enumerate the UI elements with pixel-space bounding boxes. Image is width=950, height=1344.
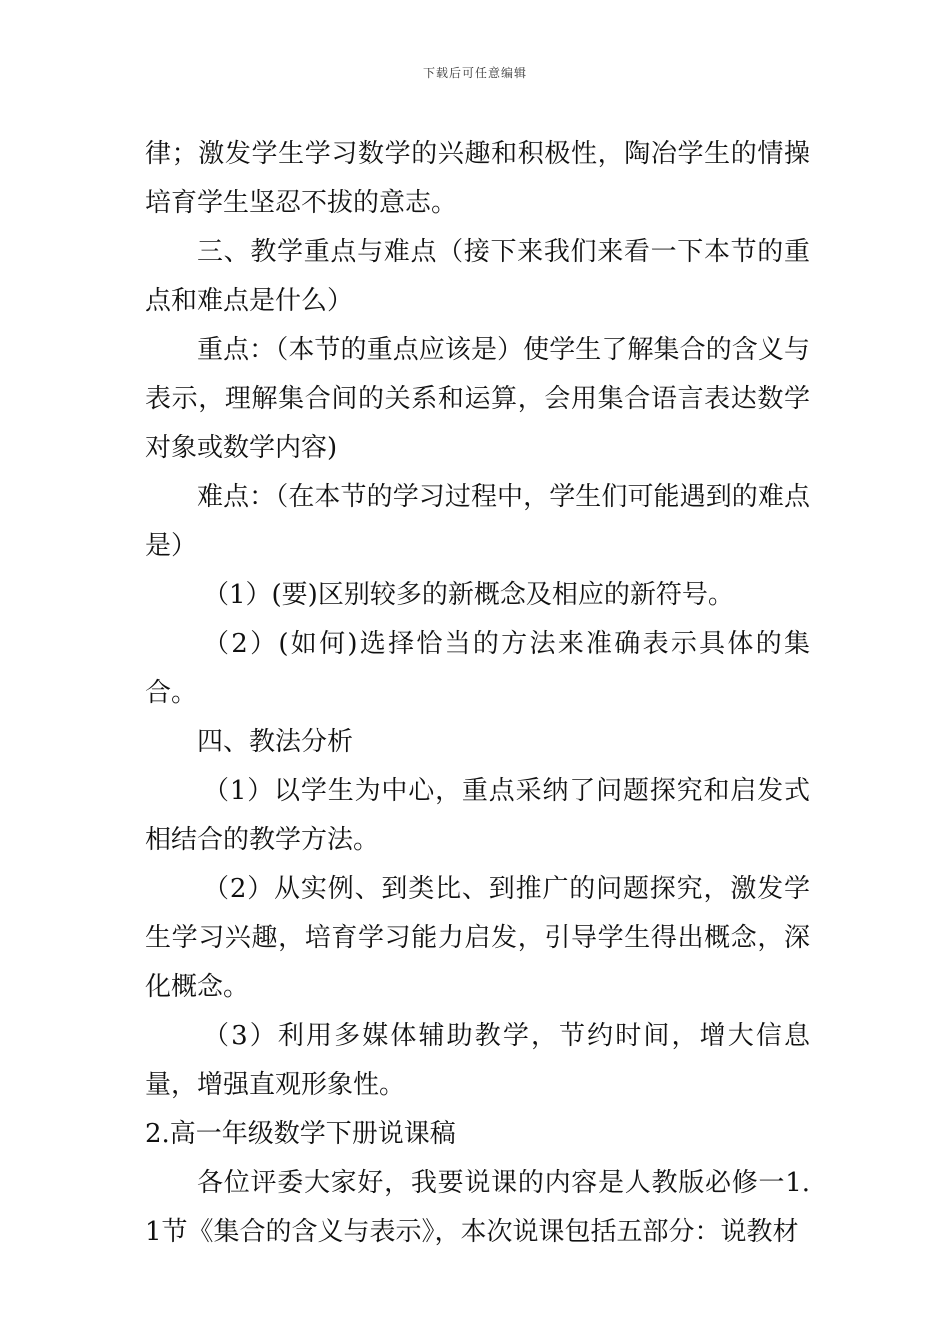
heading-key-points: 三、教学重点与难点（接下来我们来看一下本节的重点和难点是什么） [145, 237, 810, 316]
heading-teaching-method: 四、教法分析 [197, 727, 354, 757]
list-item-method-3: （3）利用多媒体辅助教学，节约时间，增大信息量，增强直观形象性。 [145, 1021, 810, 1100]
paragraph-intro: 各位评委大家好，我要说课的内容是人教版必修一1.1节《集合的含义与表示》，本次说课包括五部分：说教材 [145, 1168, 810, 1247]
list-item-difficulty-2: （2）(如何)选择恰当的方法来准确表示具体的集合。 [145, 629, 810, 708]
paragraph-goals-continued: 律；激发学生学习数学的兴趣和积极性，陶冶学生的情操培育学生坚忍不拔的意志。 [145, 139, 810, 218]
paragraph-key-point: 重点：（本节的重点应该是）使学生了解集合的含义与表示，理解集合间的关系和运算，会用集合语言表达数学对象或数学内容) [145, 335, 810, 463]
paragraph-difficult-point: 难点：（在本节的学习过程中，学生们可能遇到的难点是） [145, 482, 810, 561]
section-title-2: 2.高一年级数学下册说课稿 [145, 1119, 456, 1149]
list-item-method-2: （2）从实例、到类比、到推广的问题探究，激发学生学习兴趣，培育学习能力启发，引导学生得出概念，深化概念。 [145, 874, 810, 1002]
page-header: 下载后可任意编辑 [422, 66, 527, 80]
list-item-method-1: （1）以学生为中心，重点采纳了问题探究和启发式相结合的教学方法。 [145, 776, 810, 855]
list-item-difficulty-1: （1）(要)区别较多的新概念及相应的新符号。 [203, 580, 734, 610]
document-body [145, 130, 810, 1257]
